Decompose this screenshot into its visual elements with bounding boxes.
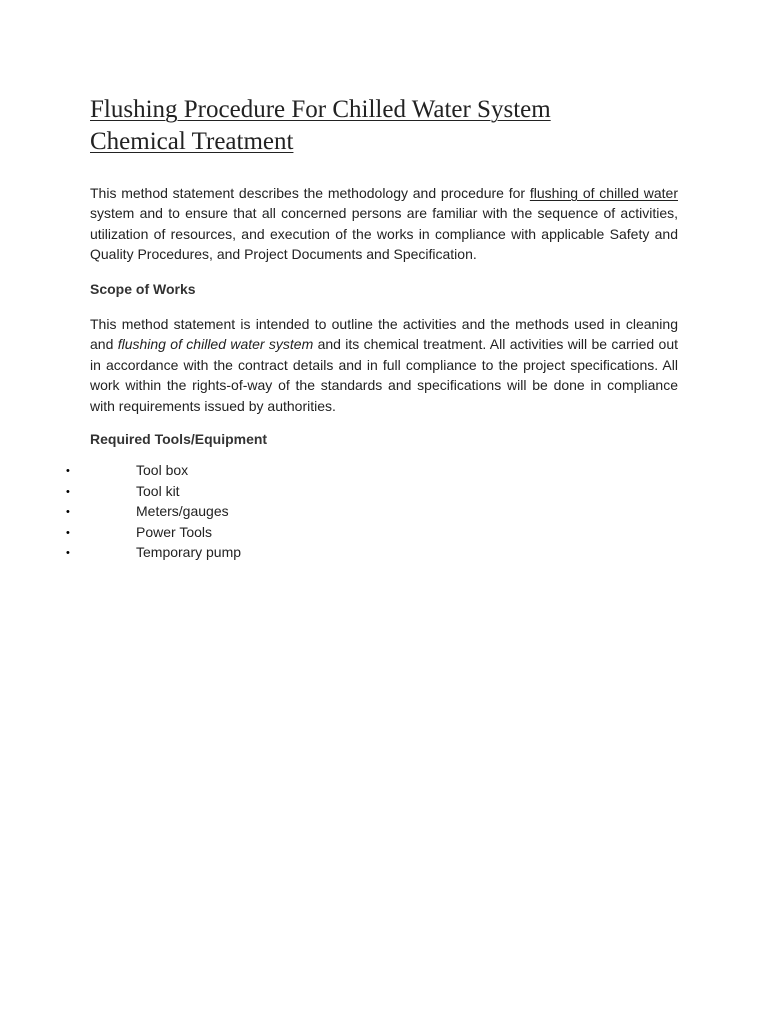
- scope-text-end: and its chemical treatment. All activities will be carried out in accordance with the contract details and in full compliance to the project specifications. All work within the rights-of-way of the standards and specifications will be done in compliance with requirements issued by authorities.: [90, 336, 678, 414]
- tool-label: Tool kit: [136, 482, 180, 499]
- bullet-icon: •: [66, 465, 70, 477]
- chilled-water-flushing-link[interactable]: flushing of chilled water: [529, 185, 678, 201]
- scope-text-start: This method statement is intended to outline the activities and the methods used in cleaning and: [90, 316, 678, 353]
- tool-label: Power Tools: [136, 523, 213, 540]
- bullet-icon: •: [66, 485, 70, 498]
- page-title: [90, 94, 690, 158]
- scope-heading: Scope of Works: [90, 281, 196, 297]
- scope-emphasis: flushing of chilled water system: [117, 336, 314, 353]
- title-line-2: Chemical Treatment: [90, 128, 294, 155]
- bullet-icon: •: [66, 506, 70, 518]
- bullet-icon: •: [66, 526, 70, 539]
- intro-paragraph: [90, 183, 678, 265]
- tool-label: Tool box: [136, 462, 189, 478]
- tool-label: Temporary pump: [136, 544, 242, 560]
- title-line-1: Flushing Procedure For Chilled Water System: [90, 96, 551, 123]
- tools-heading: Required Tools/Equipment: [90, 431, 268, 447]
- scope-paragraph: [90, 314, 678, 416]
- bullet-icon: •: [66, 547, 70, 559]
- intro-text-start: This method statement describes the methodology and procedure for: [90, 185, 530, 201]
- tool-label: Meters/gauges: [136, 503, 229, 519]
- intro-text-end: system and to ensure that all concerned persons are familiar with the sequence of activities, utilization of resources, and execution of the works in compliance with applicable Safety and Quality Procedures, and Project Documents and Specification.: [90, 205, 678, 263]
